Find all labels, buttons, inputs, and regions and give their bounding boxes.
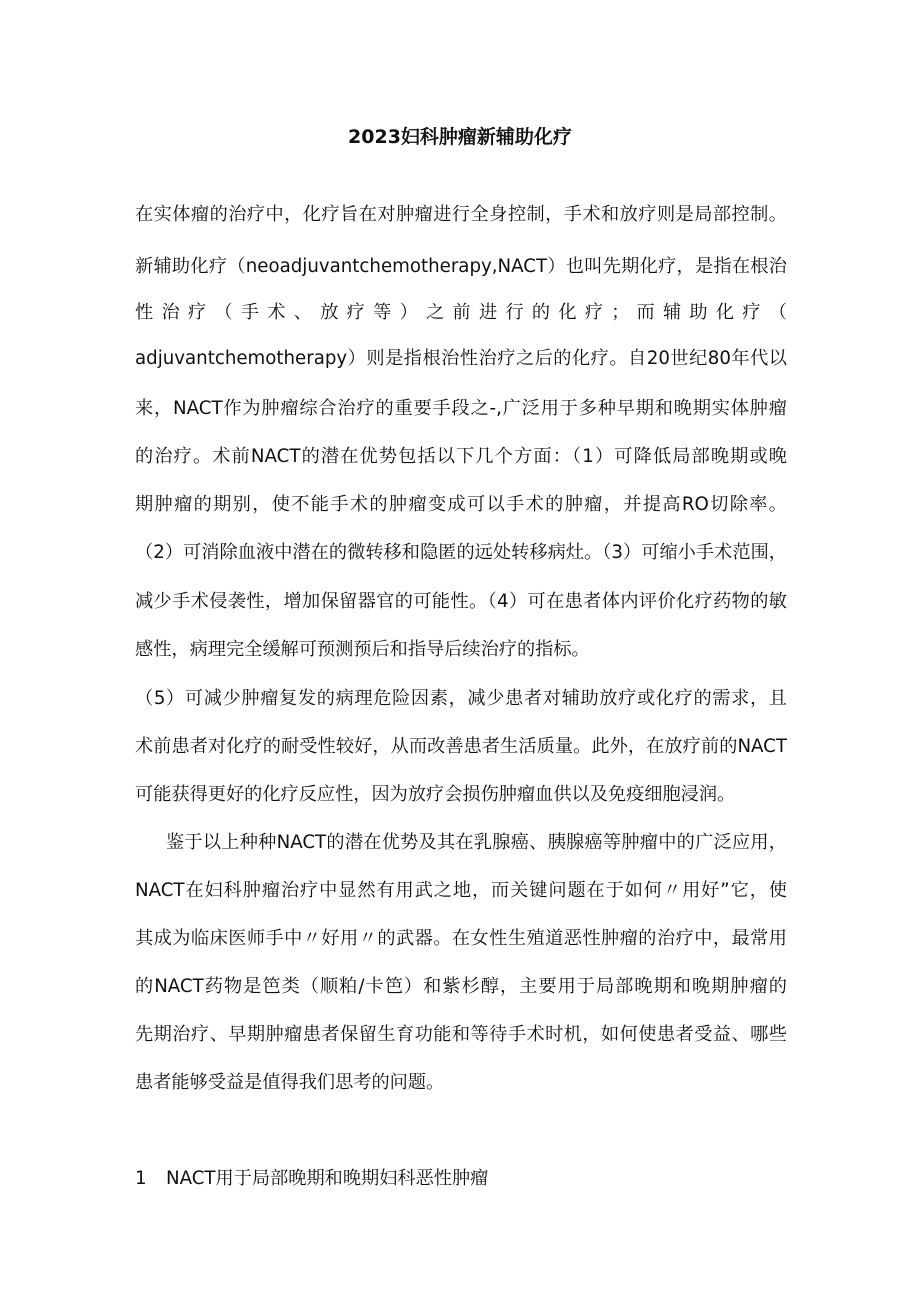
paragraph-1-line-9: 减少手术侵袭性，增加保留器官的可能性。（4）可在患者体内评价化疗药物的敏 — [135, 591, 787, 612]
paragraph-1-line-5: 来，NACT作为肿瘤综合治疗的重要手段之-,广泛用于多种早期和晚期实体肿瘤 — [135, 398, 787, 419]
paragraph-1-line-10: 感性，病理完全缓解可预测预后和指导后续治疗的指标。 — [135, 639, 590, 660]
paragraph-1-line-1: 在实体瘤的治疗中，化疗旨在对肿瘤进行全身控制，手术和放疗则是局部控制。 — [135, 204, 787, 225]
paragraph-1-line-2: 新辅助化疗（neoadjuvantchemotherapy,NACT）也叫先期化疗，是指在根治 — [135, 256, 787, 277]
paragraph-2-line-4: 的NACT药物是笆类（顺粕/卡笆）和紫杉醇，主要用于局部晚期和晚期肿瘤的 — [135, 976, 787, 997]
document-title: 2023妇科肿瘤新辅助化疗 — [348, 126, 572, 148]
paragraph-2-line-5: 先期治疗、早期肿瘤患者保留生育功能和等待手术时机，如何使患者受益、哪些 — [135, 1024, 787, 1045]
paragraph-2-line-2: NACT在妇科肿瘤治疗中显然有用武之地，而关键问题在于如何〃用好”它，使 — [135, 880, 787, 901]
paragraph-1-line-7: 期肿瘤的期别，使不能手术的肿瘤变成可以手术的肿瘤，并提高RO切除率。 — [135, 494, 787, 515]
paragraph-1-line-3: 性 治 疗 （ 手 术 、 放 疗 等 ） 之 前 进 行 的 化 疗 ； 而 辅 助 化 疗 （ — [135, 302, 787, 323]
paragraph-2-line-3: 其成为临床医师手中〃好用〃的武器。在女性生殖道恶性肿瘤的治疗中，最常用 — [135, 928, 787, 949]
paragraph-1-line-8: （2）可消除血液中潜在的微转移和隐匿的远处转移病灶。（3）可缩小手术范围， — [135, 542, 787, 563]
paragraph-1-line-11: （5）可减少肿瘤复发的病理危险因素，减少患者对辅助放疗或化疗的需求，且 — [135, 688, 787, 709]
paragraph-1-line-12: 术前患者对化疗的耐受性较好，从而改善患者生活质量。此外，在放疗前的NACT — [135, 736, 787, 757]
paragraph-1-line-13: 可能获得更好的化疗反应性，因为放疗会损伤肿瘤血供以及免疫细胞浸润。 — [135, 784, 736, 805]
paragraph-2-line-6: 患者能够受益是值得我们思考的问题。 — [135, 1072, 445, 1093]
paragraph-2-line-1: 鉴于以上种种NACT的潜在优势及其在乳腺癌、胰腺癌等肿瘤中的广泛应用， — [166, 832, 787, 853]
paragraph-1-line-4: adjuvantchemotherapy）则是指根治性治疗之后的化疗。自20世纪80年代以 — [135, 348, 787, 369]
section-heading-text: NACT用于局部晚期和晚期妇科恶性肿瘤 — [166, 1168, 489, 1189]
section-heading-number: 1 — [135, 1168, 147, 1189]
paragraph-1-line-6: 的治疗。术前NACT的潜在优势包括以下几个方面：（1）可降低局部晚期或晚 — [135, 446, 787, 467]
